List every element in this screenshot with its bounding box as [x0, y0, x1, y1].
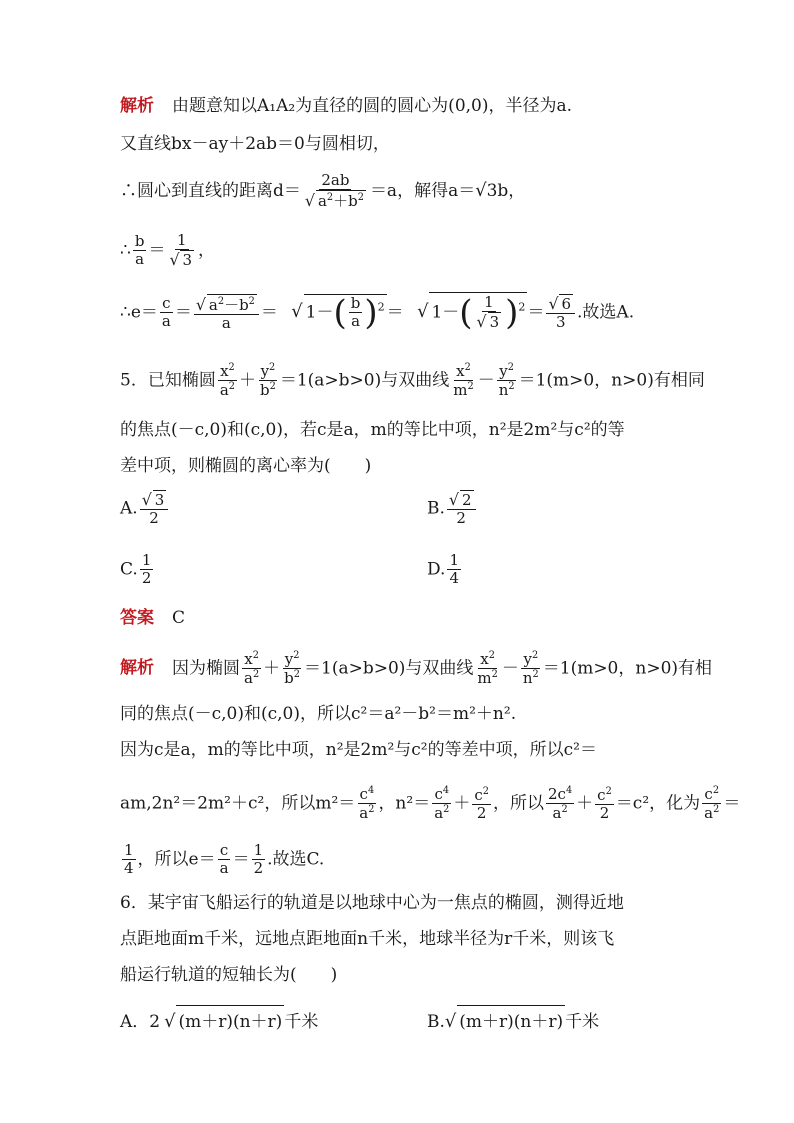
question-number: 5．: [120, 370, 148, 391]
one-over-sqrt3-fraction: $\frac{1}{√ 3}$: [169, 231, 193, 270]
answer-value: C: [172, 608, 186, 628]
solution2-line-5: $\frac{1}{4}$ ，所以e＝ $\frac{c}{a}$ ＝ $\frac{1}{2}$ .故选C.: [124, 841, 325, 878]
solution2-line-3: 因为c是a，m的等比中项，n²是2m²与c²的等差中项，所以c²＝: [120, 740, 597, 760]
answer-line: [120, 610, 185, 627]
question-5-line-3: 差中项，则椭圆的离心率为( ): [120, 456, 372, 476]
solution2-line-1: 解析 因为椭圆 $\frac{x^2}{a^2}$ ＋ $\frac{y^2}{b^2}$ ＝1(a>b>0)与双曲线 $\frac{x^2}{m^2}$ － $\frac{y^2}{n^2}$ ＝1(m>0，n>0)有相: [120, 650, 713, 688]
solution-line-4: ∴ $\frac{b}{a}$ ＝ $\frac{1}{√ 3}$ ，: [120, 231, 216, 270]
solution-label: 解析: [120, 96, 154, 116]
solution-label: 解析: [120, 658, 154, 679]
solution-line-2: 又直线bx－ay＋2ab＝0与圆相切，: [120, 134, 390, 154]
option-6b: B.√ (m＋r)(n＋r) 千米: [427, 1005, 599, 1032]
distance-fraction: $\frac{2ab}{√ a^2+b^2}$: [304, 171, 364, 211]
ratio-fraction: $\frac{b}{a}$: [134, 232, 145, 269]
question-6-line-3: 船运行轨道的短轴长为( ): [120, 965, 338, 985]
question-6-line-1: 6．某宇宙飞船运行的轨道是以地球中心为一焦点的椭圆，测得近地: [120, 893, 624, 913]
solution-line-5: ∴e＝ $\frac{c}{a}$ ＝ $\frac{√ a^2-b^2}{a}$ ＝ √ 1－( $\frac{b}{a}$ )$^2$ ＝ √ 1－( $\frac{1}{√ 3}$ )$^2$ ＝ $\frac{√ 6}{3}$ .故选A.: [120, 292, 635, 333]
option-a: A. $\frac{√ 3}{2}$: [120, 490, 170, 528]
solution-line-1: 解析 由题意知以A₁A₂为直径的圆的圆心为(0,0)，半径为a.: [120, 96, 573, 116]
sqrt-icon: √: [475, 179, 487, 201]
question-5-line-1: 5．已知椭圆 $\frac{x^2}{a^2}$ ＋ $\frac{y^2}{b^2}$ ＝1(a>b>0)与双曲线 $\frac{x^2}{m^2}$ － $\frac{y^2}{n^2}$ ＝1(m>0，n>0)有相同: [120, 362, 705, 400]
answer-label: 答案: [120, 608, 154, 628]
solution2-line-4: am,2n²＝2m²＋c²，所以m²＝ $\frac{c^4}{a^2}$ ，n²＝ $\frac{c^4}{a^2}$ ＋ $\frac{c^2}{2}$ ，所以 $\frac{2c^4}{a^2}$ ＋ $\frac{c^2}{2}$ ＝c²，化为 $\frac{c^2}{a^2}$ ＝: [120, 785, 741, 823]
sqrt-icon: √: [304, 191, 315, 211]
option-b: B. $\frac{√ 2}{2}$: [427, 490, 478, 528]
option-d: D. $\frac{1}{4}$: [427, 551, 459, 588]
question-number: 6．: [120, 893, 148, 913]
question-6-line-2: 点距地面m千米，远地点距地面n千米，地球半径为r千米，则该飞: [120, 929, 615, 949]
question-5-line-2: 的焦点(－c,0)和(c,0)，若c是a，m的等比中项，n²是2m²与c²的等: [120, 420, 625, 440]
option-6a: A．2 √ (m＋r)(n＋r) 千米: [120, 1005, 318, 1032]
option-c: C. $\frac{1}{2}$: [120, 551, 152, 588]
solution2-line-2: 同的焦点(－c,0)和(c,0)，所以c²＝a²－b²＝m²＋n².: [120, 704, 517, 724]
solution-line-3: ∴圆心到直线的距离d＝ $\frac{2ab}{√ a^2+b^2}$ ＝a，解得a＝√3b，: [120, 171, 526, 211]
